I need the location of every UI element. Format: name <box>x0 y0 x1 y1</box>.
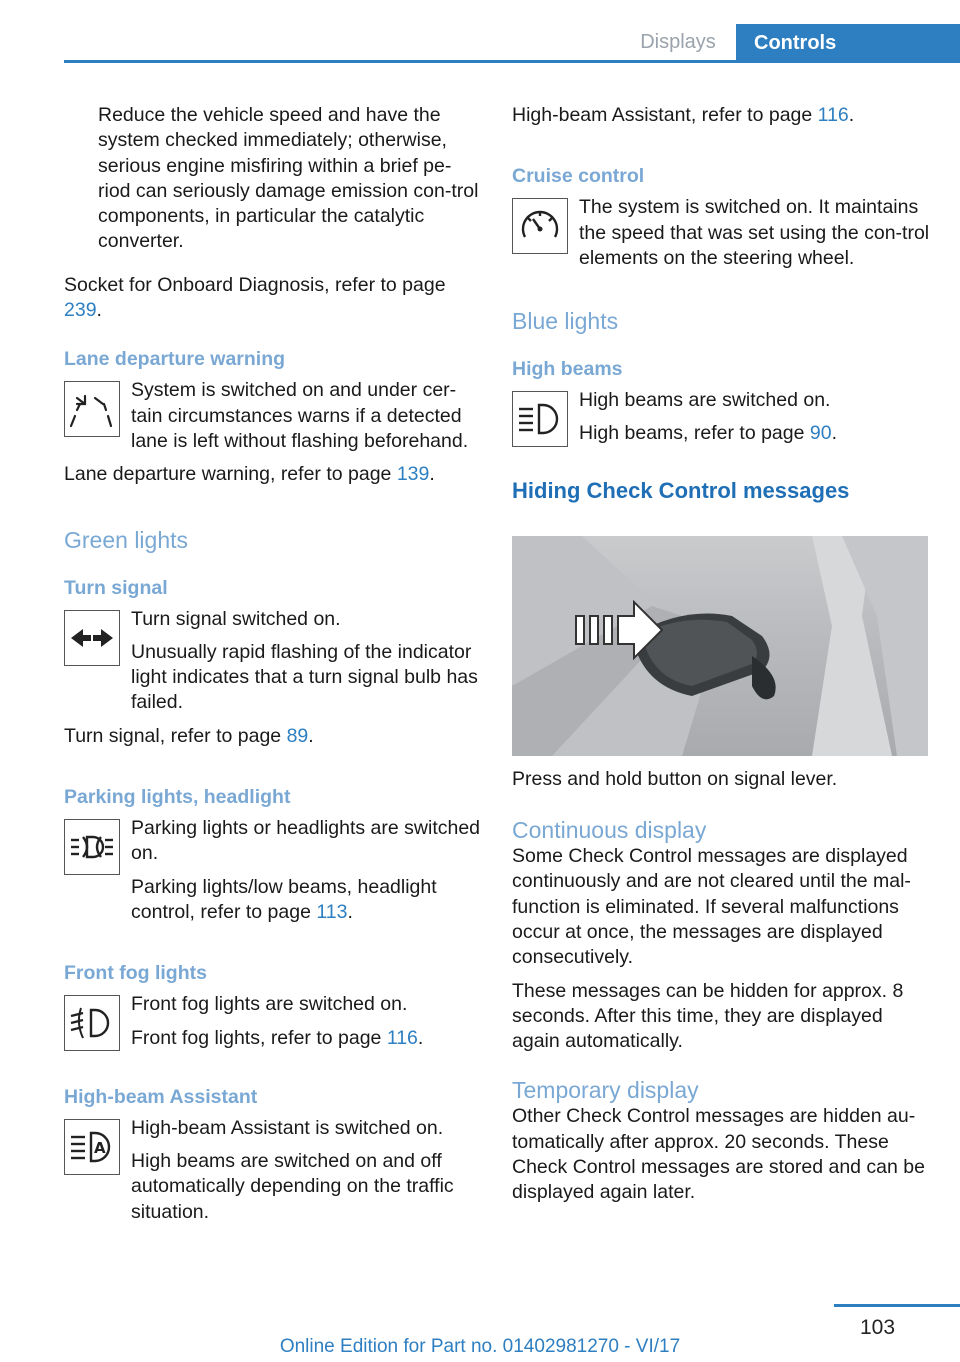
continuous-text1: Some Check Control messages are displayed continuously and are not cleared until the mal-function is eliminated. If several malfunctions occur at once, the messages are displayed consecutively. <box>512 845 911 969</box>
heading-hiding-check-control: Hiding Check Control messages <box>512 477 850 503</box>
link-page-116-fog[interactable]: 116 <box>386 1026 418 1049</box>
turn-signal-icon <box>64 610 120 666</box>
temporary-text: Other Check Control messages are hidden au-tomatically after approx. 20 seconds. These Check Control messages are stored and can be displayed again later. <box>512 1105 925 1204</box>
link-page-89[interactable]: 89 <box>286 724 309 747</box>
turn-signal-text1: Turn signal switched on. <box>131 607 341 630</box>
misfire-warning-text: Reduce the vehicle speed and have the system checked immediately; otherwise, serious engine misfiring within a brief pe-riod can seriously damage emission con-trol components, in particular the catalytic converter. <box>98 104 479 253</box>
left-column <box>64 103 482 1225</box>
edition-footer: Online Edition for Part no. 01402981270 - VI/17 <box>279 1336 681 1357</box>
heading-green-lights: Green lights <box>64 526 189 553</box>
cruise-control-block <box>512 195 930 271</box>
lane-departure-ref: Lane departure warning, refer to page 139. <box>64 463 435 486</box>
press-hold-text: Press and hold button on signal lever. <box>512 767 838 790</box>
link-page-116-hba[interactable]: 116 <box>817 104 849 126</box>
link-page-90[interactable]: 90 <box>809 422 832 445</box>
high-beam-assistant-text2: High beams are switched on and off automatically depending on the traffic situation. <box>131 1150 454 1223</box>
heading-parking-lights: Parking lights, headlight <box>64 786 291 809</box>
socket-paragraph: Socket for Onboard Diagnosis, refer to page 239. <box>64 273 446 322</box>
heading-blue-lights: Blue lights <box>512 308 619 335</box>
link-page-139[interactable]: 139 <box>396 463 430 486</box>
parking-lights-block <box>64 816 482 925</box>
front-fog-text1: Front fog lights are switched on. <box>131 993 408 1016</box>
heading-temporary-display: Temporary display <box>512 1077 699 1104</box>
turn-signal-block <box>64 607 482 716</box>
cruise-control-icon <box>512 198 568 254</box>
front-fog-icon <box>64 995 120 1051</box>
front-fog-ref: Front fog lights, refer to page 116. <box>131 1026 424 1049</box>
parking-lights-icon <box>64 819 120 875</box>
continuous-text2: These messages can be hidden for approx. 8 seconds. After this time, they are displayed again automatically. <box>512 979 904 1053</box>
parking-lights-text1: Parking lights or headlights are switched on. <box>131 817 481 865</box>
high-beams-ref: High beams, refer to page 90. <box>579 422 838 445</box>
tab-displays[interactable]: Displays <box>640 31 716 53</box>
footer-rule <box>834 1304 960 1307</box>
heading-front-fog: Front fog lights <box>64 962 207 985</box>
high-beam-assistant-ref: High-beam Assistant, refer to page 116. <box>512 104 855 126</box>
heading-high-beams: High beams <box>512 358 623 381</box>
high-beam-assistant-block <box>64 1116 482 1225</box>
page-number: 103 <box>860 1316 896 1339</box>
high-beams-block <box>512 388 930 447</box>
link-page-239[interactable]: 239 <box>64 299 97 322</box>
heading-turn-signal: Turn signal <box>64 576 168 599</box>
lane-departure-block <box>64 378 482 454</box>
link-page-113[interactable]: 113 <box>316 900 348 923</box>
heading-high-beam-assistant: High-beam Assistant <box>64 1085 258 1108</box>
parking-lights-text2: Parking lights/low beams, headlight control, refer to page 113. <box>131 875 437 923</box>
signal-lever-photo <box>512 536 928 756</box>
lane-departure-icon <box>64 381 120 437</box>
high-beams-icon <box>512 391 568 447</box>
header-rule <box>64 60 960 63</box>
lane-departure-text: System is switched on and under cer-tain circumstances warns if a detected lane is left without flashing beforehand. <box>131 379 469 452</box>
high-beams-text1: High beams are switched on. <box>579 389 831 412</box>
high-beam-assistant-text1: High-beam Assistant is switched on. <box>131 1116 444 1139</box>
heading-continuous-display: Continuous display <box>512 817 707 844</box>
turn-signal-text2: Unusually rapid flashing of the indicator light indicates that a turn signal bulb has failed. <box>131 640 478 714</box>
front-fog-block <box>64 992 482 1051</box>
heading-cruise-control: Cruise control <box>512 165 645 188</box>
turn-signal-ref: Turn signal, refer to page 89. <box>64 724 314 747</box>
svg-text:A: A <box>94 1138 106 1157</box>
tab-controls[interactable]: Controls <box>736 24 960 63</box>
high-beam-assistant-icon <box>64 1119 120 1175</box>
heading-lane-departure: Lane departure warning <box>64 348 286 371</box>
cruise-control-text: The system is switched on. It maintains the speed that was set using the con-trol elements on the steering wheel. <box>579 196 930 269</box>
